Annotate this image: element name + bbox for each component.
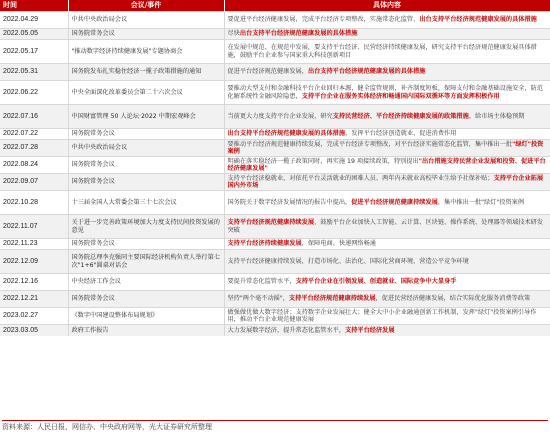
highlighted-text: "出台措施支持民营企业发展和投资、促进平台经济健康发展": [227, 157, 546, 172]
table-row: [0, 105, 550, 129]
content-text: 明确在落实稳经济一揽子政策同时，再实施 19 项接续政策，特别提出: [227, 157, 419, 165]
cell-content: [224, 129, 550, 140]
table-row: [0, 64, 550, 81]
cell-date: 2022.05.17: [0, 40, 68, 64]
highlighted-text: 支持平台经济发展: [345, 326, 395, 334]
highlighted-text: 支持民营经济、平台经济持续健康发展的政策措施: [332, 112, 469, 120]
cell-content: [224, 291, 550, 308]
cell-date: 2023.03.05: [0, 325, 68, 336]
cell-event: 国务院常务会议: [68, 157, 224, 174]
cell-content: [224, 12, 550, 29]
cell-content: [224, 105, 550, 129]
content-text: 要提升常态化监管水平，: [227, 278, 296, 286]
table-row: [0, 129, 550, 140]
cell-content: [224, 215, 550, 239]
cell-event: 政府工作报告: [68, 325, 224, 336]
content-text: 当前更大力度支持平台企业发展，研究: [227, 112, 333, 120]
cell-date: 2022.04.29: [0, 12, 68, 29]
cell-date: 2022.12.16: [0, 274, 68, 291]
table-row: [0, 308, 550, 325]
content-text: 尽快: [227, 30, 240, 38]
table-row: [0, 12, 550, 29]
header-event: 会议/事件: [68, 0, 224, 12]
cell-event: 中央经济工作会议: [68, 274, 224, 291]
highlighted-text: 支持平台企业在服务实体经济和畅通国内国际双循环等方面发挥积极作用: [301, 92, 500, 100]
content-text: ，鼓励平台企业加快人工智能、云计算、区块链、操作系统、处理器等领域技术研发突破: [227, 219, 544, 234]
highlighted-text: 支持平台企业拓展国内外市场: [227, 174, 544, 189]
cell-content: [224, 157, 550, 174]
table-row: [0, 140, 550, 157]
cell-date: 2022.08.24: [0, 157, 68, 174]
cell-event: "推动数字经济持续健康发展"专题协商会: [68, 40, 224, 64]
cell-event: 国务院常务会议: [68, 174, 224, 191]
content-text: 在发展中规范、在规范中发展，要支持平台经济、民营经济持续健康发展，研究支持平台经济规范健康发展具体措施，鼓励平台企业参与国家重大科技创新项目: [227, 44, 537, 59]
cell-content: [224, 325, 550, 336]
content-text: ，发挥平台经济创造就业、促进消费作用: [345, 130, 457, 138]
table-row: [0, 239, 550, 250]
table-row: [0, 157, 550, 174]
cell-content: [224, 64, 550, 81]
cell-content: [224, 140, 550, 157]
content-text: 大力发展数字经济，提升常态化监管水平，: [227, 326, 346, 334]
content-text: ，给市场主体稳预期: [468, 112, 525, 120]
cell-date: 2022.11.07: [0, 215, 68, 239]
content-text: 促进平台经济规范健康发展，: [227, 68, 308, 76]
highlighted-text: 支持平台企业在引领发展、创造就业、国际竞争中大显身手: [295, 278, 457, 286]
content-text: 要推动平台经济规范健康持续发展，完成平台经济专项整改，对平台经济实施常态化监管，集中推出一批: [227, 140, 513, 148]
highlighted-text: 支持平台经济规范健康持续发展: [227, 219, 315, 227]
table-row: [0, 274, 550, 291]
table-row: [0, 325, 550, 336]
cell-content: [224, 250, 550, 274]
cell-date: 2022.10.28: [0, 191, 68, 215]
table-row: [0, 40, 550, 64]
content-text: 要推动大型支付和金融科技平台企业回归本源，健全监管规则，补齐制度短板，保障支付和金融基础设施安全，防范化解系统性金融风险隐患，: [227, 85, 544, 100]
cell-event: 国务院发布扎实稳住经济一揽子政策措施的通知: [68, 64, 224, 81]
highlighted-text: 出台支持平台经济规范健康发展的具体措施: [307, 68, 426, 76]
table-row: [0, 81, 550, 105]
cell-date: 2022.12.21: [0, 291, 68, 308]
cell-event: 国务院总理李克强同主要国际经济机构负责人举行第七次"1+6"圆桌对话会: [68, 250, 224, 274]
cell-date: 2022.05.31: [0, 64, 68, 81]
highlighted-text: 出台支持平台经济规范健康发展的具体措施: [419, 16, 537, 24]
cell-date: 2022.06.22: [0, 81, 68, 105]
content-text: ，促进民营经济健康发展，结合实际优化服务消费等政策: [375, 295, 531, 303]
cell-date: 2023.02.27: [0, 308, 68, 325]
cell-content: [224, 81, 550, 105]
cell-content: [224, 274, 550, 291]
cell-date: 2022.12.09: [0, 250, 68, 274]
cell-event: 国务院常务会议: [68, 29, 224, 40]
cell-content: [224, 40, 550, 64]
table-row: [0, 250, 550, 274]
cell-date: 2022.07.16: [0, 105, 68, 129]
cell-content: [224, 239, 550, 250]
table-row: [0, 191, 550, 215]
table-header: [0, 0, 550, 12]
cell-event: 中央全面深化改革委员会第二十六次会议: [68, 81, 224, 105]
cell-event: 国务院常务会议: [68, 129, 224, 140]
cell-content: [224, 29, 550, 40]
cell-event: 中国财富管理 50 人论坛·2022 中期宏观峰会: [68, 105, 224, 129]
header-date: 时间: [0, 0, 68, 12]
header-content: 具体内容: [224, 0, 550, 12]
highlighted-text: "绿灯"投资案例: [227, 140, 544, 155]
cell-date: 2022.11.23: [0, 239, 68, 250]
content-text: 做强做优做大数字经济；支持数字企业发展壮大；健全大中小企业融通创新工作机制，发挥"绿灯"投资案例引导作用，推动平台企业规范健康发展: [227, 308, 537, 323]
cell-event: 国务院常务会议: [68, 239, 224, 250]
cell-event: 《数字中国建设整体布局规划》: [68, 308, 224, 325]
content-text: 要促进平台经济健康发展，完成平台经济专项整改，实施常态化监管，: [227, 16, 420, 24]
cell-event: 国务院常务会议: [68, 291, 224, 308]
content-text: 国务院关于数字经济发展情况的报告中提出，: [227, 198, 352, 206]
cell-event: 中共中央政治局会议: [68, 140, 224, 157]
cell-date: 2022.05.05: [0, 29, 68, 40]
cell-event: 关于进一步完善政策环境加大力度支持民间投资发展的意见: [68, 215, 224, 239]
table-row: [0, 291, 550, 308]
table-row: [0, 215, 550, 239]
source-note: 资料来源：人民日报、网信办、中央政府网等，光大证券研究所整理: [2, 420, 548, 432]
cell-event: 十三届全国人大常委会第三十七次会议: [68, 191, 224, 215]
highlighted-text: 出台支持平台经济规范健康发展的具体措施: [227, 130, 346, 138]
content-text: 坚持"两个毫不动摇"，: [227, 295, 289, 303]
table-body: [0, 12, 550, 336]
highlighted-text: 出台支持平台经济规范健康发展的具体措施: [239, 30, 358, 38]
cell-content: [224, 174, 550, 191]
cell-date: 2022.09.07: [0, 174, 68, 191]
highlighted-text: 促进平台经济规范健康持续发展: [351, 198, 438, 206]
content-text: 支持平台经济稳就业，对依托平台灵活就业的困难人员、两年内未就业高校毕业生给予社保补贴；: [227, 174, 494, 182]
highlighted-text: 支持平台经济持续健康发展: [227, 240, 302, 248]
cell-date: 2022.07.22: [0, 129, 68, 140]
cell-event: 中共中央政治局会议: [68, 12, 224, 29]
table-row: [0, 29, 550, 40]
cell-content: [224, 191, 550, 215]
content-text: 支持平台经济健康持续发展，打造市场化、法治化、国际化营商环境，营造公平竞争环境: [227, 257, 469, 265]
highlighted-text: 支持平台经济规范健康持续发展: [288, 295, 376, 303]
cell-date: 2022.07.28: [0, 140, 68, 157]
cell-content: [224, 308, 550, 325]
content-text: ，保障电商、快递网络畅通: [301, 240, 376, 248]
table-row: [0, 174, 550, 191]
content-text: ，集中推出一批"绿灯"投资案例: [437, 198, 525, 206]
